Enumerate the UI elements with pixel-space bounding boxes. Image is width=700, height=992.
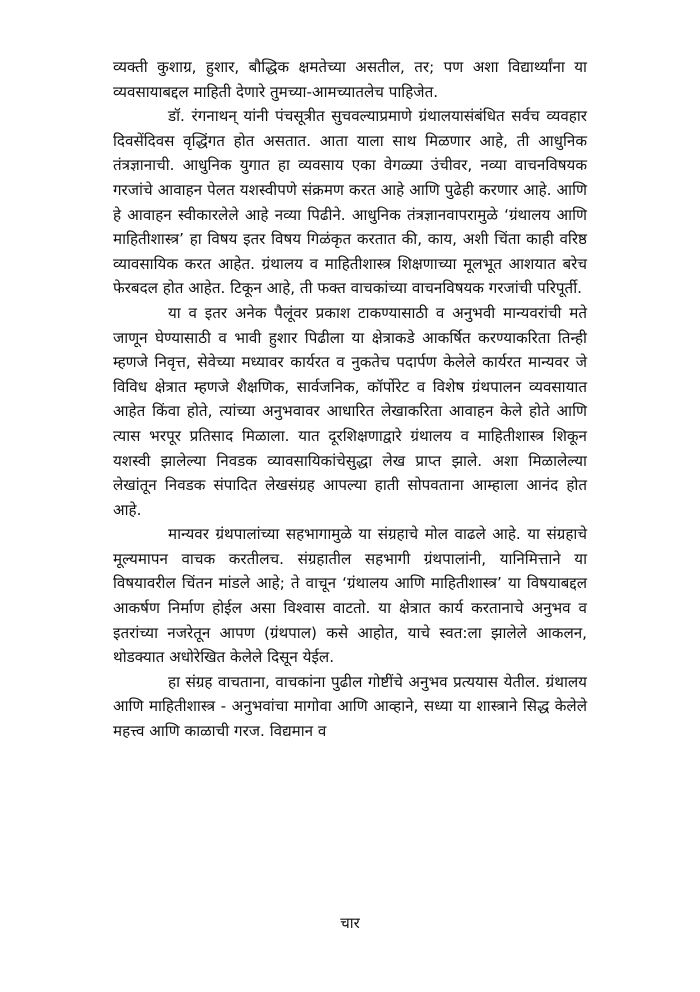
paragraph-call-for-articles: या व इतर अनेक पैलूंवर प्रकाश टाकण्यासाठी व अनुभवी मान्यवरांची मते जाणून घेण्यासाठी व भावी हुशार पिढीला या क्षेत्राकडे आकर्षित करण्याकरिता तिन्ही म्हणजे निवृत्त, सेवेच्या मध्यावर कार्यरत व नुकतेच पदार्पण केलेले कार्यरत मान्यवर जे विविध क्षेत्रात म्हणजे शैक्षणिक, सार्वजनिक, कॉर्पोरेट व विशेष ग्रंथपालन व्यवसायात आहेत किंवा होते, त्यांच्या अनुभवावर आधारित लेखाकरिता आवाहन केले होते आणि त्यास भरपूर प्रतिसाद मिळाला. यात दूरशिक्षणाद्वारे ग्रंथालय व माहितीशास्त्र शिकून यशस्वी झालेल्या निवडक व्यावसायिकांचेसुद्धा लेख प्राप्त झाले. अशा मिळालेल्या लेखांतून निवडक संपादित लेखसंग्रह आपल्या हाती सोपवताना आम्हाला आनंद होत आहे.: [113, 303, 587, 519]
page-number: चार: [340, 914, 360, 932]
paragraph-librarian-participation: मान्यवर ग्रंथपालांच्या सहभागामुळे या संग्रहाचे मोल वाढले आहे. या संग्रहाचे मूल्यमापन वाचक करतीलच. संग्रहातील सहभागी ग्रंथपालांनी, यानिमित्ताने या विषयावरील चिंतन मांडले आहे; ते वाचून ‘ग्रंथालय आणि माहितीशास्त्र’ या विषयाबद्दल आकर्षण निर्माण होईल असा विश्वास वाटतो. या क्षेत्रात कार्य करतानाचे अनुभव व इतरांच्या नजरेतून आपण (ग्रंथपाल) कसे आहोत, याचे स्वत:ला झालेले आकलन, थोडक्यात अधोरेखित केलेले दिसून येईल.: [113, 525, 587, 667]
paragraph-reader-experience: हा संग्रह वाचताना, वाचकांना पुढील गोष्टींचे अनुभव प्रत्ययास येतील. ग्रंथालय आणि माहितीशास्त्र - अनुभवांचा मागोवा आणि आव्हाने, सध्या या शास्त्राने सिद्ध केलेले महत्त्व आणि काळाची गरज. विद्यमान व: [113, 672, 587, 741]
page-body: [113, 55, 587, 744]
paragraph-continuation: व्यक्ती कुशाग्र, हुशार, बौद्धिक क्षमतेच्या असतील, तर; पण अशा विद्यार्थ्यांना या व्यवसायाबद्दल माहिती देणारे तुमच्या-आमच्यातलेच पाहिजेत.: [113, 58, 587, 101]
paragraph-ranganathan: डॉ. रंगनाथन् यांनी पंचसूत्रीत सुचवल्याप्रमाणे ग्रंथालयासंबंधित सर्वच व्यवहार दिवसेंदिवस वृद्धिंगत होत असतात. आता याला साथ मिळणार आहे, ती आधुनिक तंत्रज्ञानाची. आधुनिक युगात हा व्यवसाय एका वेगळ्या उंचीवर, नव्या वाचनविषयक गरजांचे आवाहन पेलत यशस्वीपणे संक्रमण करत आहे आणि पुढेही करणार आहे. आणि हे आवाहन स्वीकारलेले आहे नव्या पिढीने. आधुनिक तंत्रज्ञानवापरामुळे ‘ग्रंथालय आणि माहितीशास्त्र’ हा विषय इतर विषय गिळंकृत करतात की, काय, अशी चिंता काही वरिष्ठ व्यावसायिक करत आहेत. ग्रंथालय व माहितीशास्त्र शिक्षणाच्या मूलभूत आशयात बरेच फेरबदल होत आहेत. टिकून आहे, ती फक्त वाचकांच्या वाचनविषयक गरजांची परिपूर्ती.: [113, 107, 587, 298]
